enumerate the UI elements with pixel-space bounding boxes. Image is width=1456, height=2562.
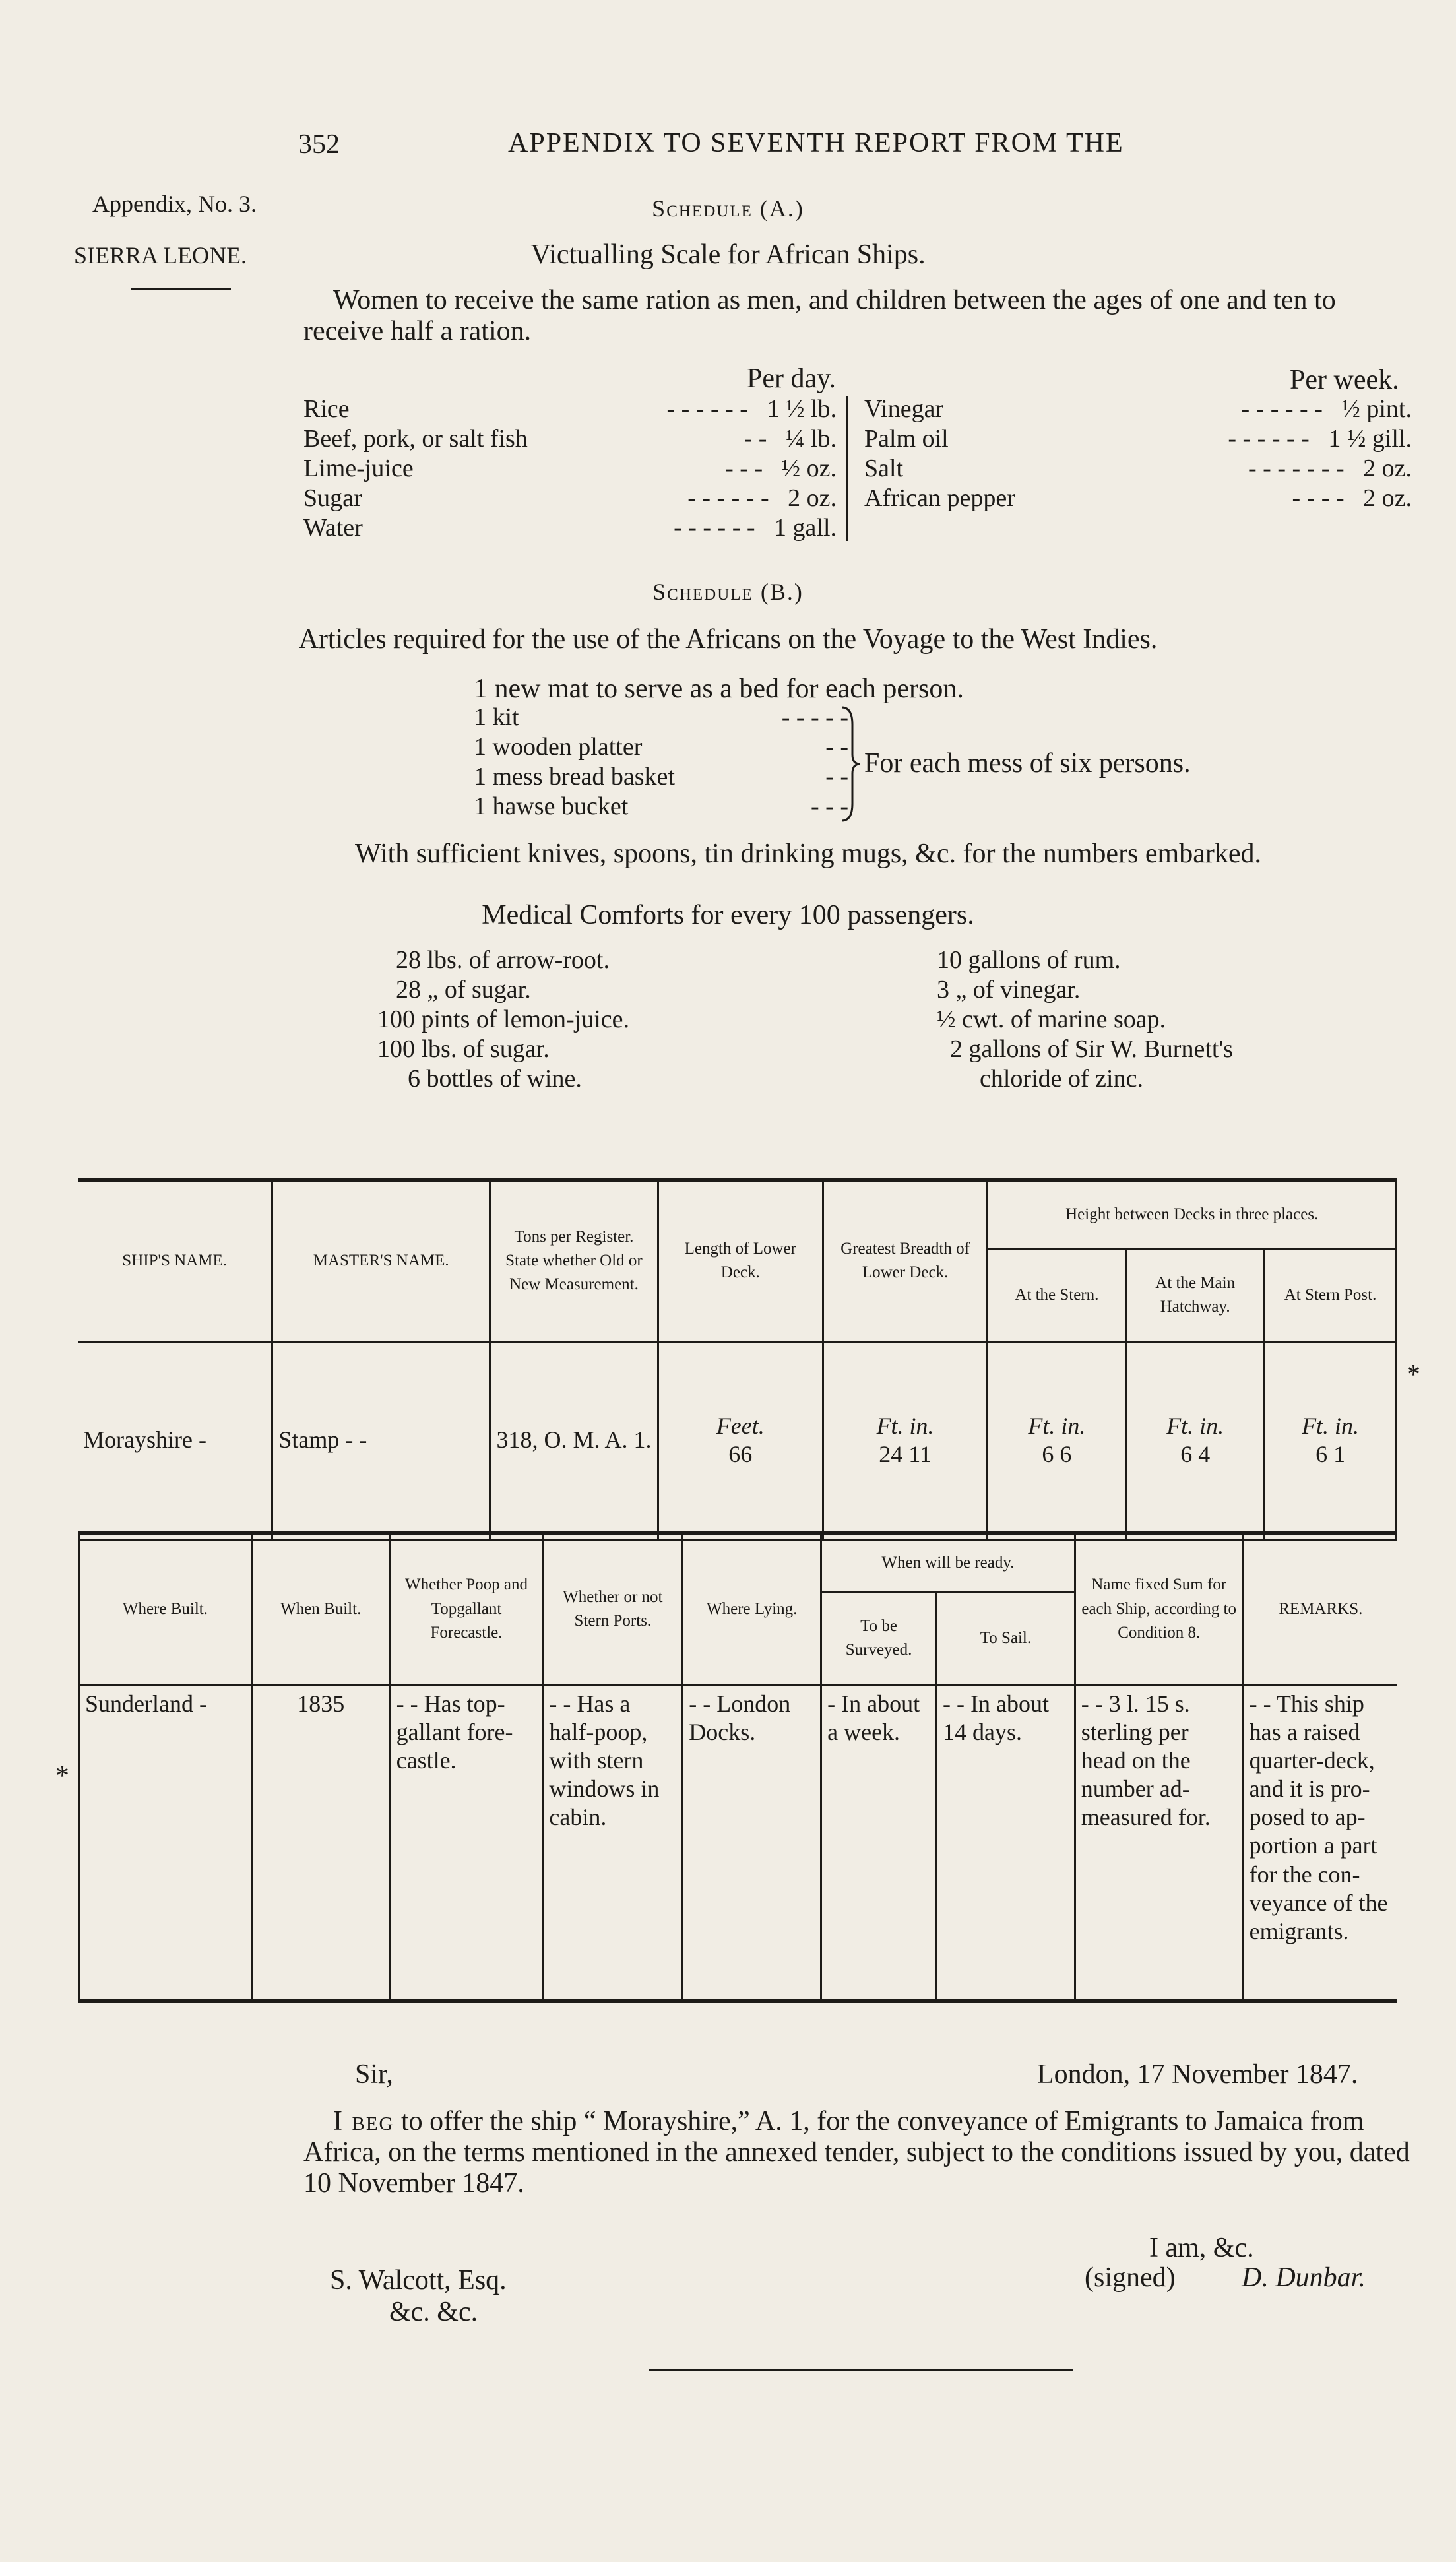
medical-title: Medical Comforts for every 100 passengers. [482, 900, 974, 930]
cell-remarks: - - This ship has a raised quarter-deck, and it is pro-posed to ap-portion a part for the con-veyance of the emigrants. [1243, 1684, 1397, 2001]
header-poop: Whether Poop and Topgallant Forecastle. [390, 1533, 543, 1684]
per-day-label: Per day. [747, 364, 836, 394]
letter-body-lead: I beg [333, 2106, 395, 2136]
cell-value: 24 11 [879, 1441, 932, 1467]
ration-qty: 2 oz. [788, 484, 837, 512]
row-asterisk: * [55, 1761, 69, 1791]
leader-dashes: - - - - - - [666, 395, 748, 423]
ship-dimensions-table [78, 1178, 1397, 1541]
cell-to-sail: - - In about 14 days. [937, 1684, 1075, 2001]
header-master-name: MASTER'S NAME. [272, 1180, 490, 1341]
letter-addressee: S. Walcott, Esq. [330, 2265, 507, 2295]
table-row [78, 1341, 1397, 1539]
letter-place-date: London, 17 November 1847. [1037, 2059, 1358, 2090]
medical-item: 10 gallons of rum. [937, 946, 1121, 974]
daily-ration-row [303, 395, 837, 424]
leader-dashes: - - - - - - [1241, 395, 1323, 423]
cell-tons: 318, O. M. A. 1. [490, 1341, 658, 1539]
per-week-label: Per week. [1290, 365, 1399, 395]
leader-dashes: - - [825, 763, 848, 790]
cell-when-built: 1835 [251, 1684, 390, 2001]
daily-ration-list [303, 395, 837, 543]
cell-value: 6 6 [1042, 1441, 1072, 1467]
header-when-built: When Built. [251, 1533, 390, 1684]
mess-note: For each mess of six persons. [864, 748, 1191, 779]
unit-label: Ft. in. [1302, 1412, 1360, 1439]
cell-master-name: Stamp - - [272, 1341, 490, 1539]
medical-item: chloride of zinc. [980, 1065, 1143, 1093]
cell-breadth [823, 1341, 988, 1539]
ration-note: Women to receive the same ration as men, and children between the ages of one and ten to receive half a ration. [303, 285, 1336, 346]
weekly-ration-row [864, 484, 1412, 513]
leader-dashes: - - - - - - [687, 484, 769, 512]
cell-value: 66 [728, 1441, 753, 1467]
daily-ration-row [303, 513, 837, 543]
mess-item [474, 703, 848, 732]
cell-value: 6 4 [1180, 1441, 1211, 1467]
brace-icon [838, 705, 864, 823]
ration-item: African pepper [864, 484, 1015, 512]
ration-item: Vinegar [864, 395, 944, 423]
daily-ration-row [303, 484, 837, 513]
header-length: Length of Lower Deck. [658, 1180, 823, 1341]
ration-item: Water [303, 514, 363, 542]
letter-addressee-etc: &c. &c. [389, 2297, 478, 2327]
ration-item: Sugar [303, 484, 362, 512]
mess-item [474, 792, 848, 821]
medical-item: 3 „ of vinegar. [937, 976, 1081, 1004]
medical-item: ½ cwt. of marine soap. [937, 1006, 1166, 1033]
cell-at-stern-post [1265, 1341, 1397, 1539]
page-header-title: APPENDIX TO SEVENTH REPORT FROM THE [508, 128, 1124, 158]
leader-dashes: - - - - - - [674, 514, 755, 542]
medical-left-list [377, 945, 630, 1094]
ration-qty: 1 gall. [774, 514, 837, 542]
mess-item-label: 1 wooden platter [474, 733, 643, 761]
header-fixed-sum: Name fixed Sum for each Ship, according to Condition 8. [1075, 1533, 1243, 1684]
sufficient-line: With sufficient knives, spoons, tin drinking mugs, &c. for the numbers embarked. [355, 839, 1261, 869]
unit-label: Ft. in. [876, 1412, 934, 1439]
weekly-ration-row [864, 395, 1412, 424]
medical-item: 100 lbs. of sugar. [377, 1035, 550, 1063]
header-where-built: Where Built. [79, 1533, 252, 1684]
leader-dashes: - - - - - [781, 703, 848, 731]
letter-closing: I am, &c. [1149, 2233, 1254, 2263]
mess-item [474, 762, 848, 792]
mess-item-label: 1 kit [474, 703, 519, 731]
header-ship-name: SHIP'S NAME. [78, 1180, 272, 1341]
letter-salutation: Sir, [355, 2059, 393, 2090]
letter-signature: D. Dunbar. [1242, 2262, 1366, 2293]
unit-label: Ft. in. [1028, 1412, 1086, 1439]
medical-item: 100 pints of lemon-juice. [377, 1006, 630, 1033]
ration-item: Rice [303, 395, 350, 423]
mess-item [474, 732, 848, 762]
leader-dashes: - - - [811, 792, 848, 820]
medical-item: 2 gallons of Sir W. Burnett's [950, 1035, 1234, 1063]
leader-dashes: - - [744, 425, 767, 453]
ration-qty: 1 ½ gill. [1328, 425, 1412, 453]
letter-body-text: to offer the ship “ Morayshire,” A. 1, for the conveyance of Emigrants to Jamaica from Africa, on the terms mentioned in the annexed tender, subject to the conditions issued by you, dated 10 November 1847. [303, 2106, 1410, 2198]
ration-qty: 1 ½ lb. [767, 395, 837, 423]
leader-dashes: - - - [725, 455, 763, 482]
cell-at-hatchway [1126, 1341, 1265, 1539]
weekly-ration-row [864, 454, 1412, 484]
medical-right-list [937, 945, 1233, 1094]
ration-qty: ½ pint. [1341, 395, 1412, 423]
leader-dashes: - - - - - - [1228, 425, 1310, 453]
margin-rule [131, 288, 231, 290]
cell-fixed-sum: - - 3 l. 15 s. sterling per head on the number ad-measured for. [1075, 1684, 1243, 2001]
ration-item: Beef, pork, or salt fish [303, 425, 528, 453]
ration-qty: ¼ lb. [785, 425, 837, 453]
cell-ship-name: Morayshire - [78, 1341, 272, 1539]
header-to-be-surveyed: To be Surveyed. [821, 1592, 937, 1684]
header-at-stern: At the Stern. [988, 1249, 1126, 1341]
ship-details-table [78, 1531, 1397, 2003]
schedule-b-title: Schedule (B.) [652, 579, 804, 605]
header-at-stern-post: At Stern Post. [1265, 1249, 1397, 1341]
cell-length [658, 1341, 823, 1539]
ration-qty: 2 oz. [1363, 484, 1412, 512]
cell-at-stern [988, 1341, 1126, 1539]
cell-where-built: Sunderland - [79, 1684, 252, 2001]
cell-value: 6 1 [1315, 1441, 1346, 1467]
cell-stern-ports: - - Has a half-poop, with stern windows in cabin. [543, 1684, 683, 2001]
cell-to-be-surveyed: - In about a week. [821, 1684, 937, 2001]
header-height-group: Height between Decks in three places. [988, 1180, 1397, 1249]
header-stern-ports: Whether or not Stern Ports. [543, 1533, 683, 1684]
ration-qty: ½ oz. [781, 455, 837, 482]
table-row [79, 1684, 1398, 2001]
unit-label: Ft. in. [1166, 1412, 1224, 1439]
schedule-b-subtitle: Articles required for the use of the Africans on the Voyage to the West Indies. [298, 624, 1158, 655]
medical-item: 6 bottles of wine. [408, 1065, 582, 1093]
mess-item-label: 1 mess bread basket [474, 763, 675, 790]
header-at-hatchway: At the Main Hatchway. [1126, 1249, 1265, 1341]
letter-signed: (signed) [1085, 2262, 1176, 2293]
medical-item: 28 lbs. of arrow-root. [396, 946, 610, 974]
margin-appendix-note: Appendix, No. 3. [92, 191, 257, 217]
unit-label: Feet. [716, 1412, 765, 1439]
mat-line: 1 new mat to serve as a bed for each person. [474, 674, 964, 704]
ration-item: Palm oil [864, 425, 949, 453]
header-breadth: Greatest Breadth of Lower Deck. [823, 1180, 988, 1341]
daily-ration-row [303, 424, 837, 454]
header-remarks: REMARKS. [1243, 1533, 1397, 1684]
header-tons: Tons per Register. State whether Old or New Measurement. [490, 1180, 658, 1341]
daily-ration-row [303, 454, 837, 484]
schedule-a-subtitle: Victualling Scale for African Ships. [530, 240, 926, 270]
mess-items-list [474, 703, 848, 821]
header-to-sail: To Sail. [937, 1592, 1075, 1684]
ration-qty: 2 oz. [1363, 455, 1412, 482]
leader-dashes: - - - - [1292, 484, 1345, 512]
header-where-lying: Where Lying. [683, 1533, 821, 1684]
cell-where-lying: - - London Docks. [683, 1684, 821, 2001]
continuation-asterisk: * [1407, 1360, 1420, 1390]
weekly-ration-row [864, 424, 1412, 454]
leader-dashes: - - - - - - - [1248, 455, 1345, 482]
closing-rule [649, 2369, 1073, 2371]
leader-dashes: - - [825, 733, 848, 761]
schedule-a-title: Schedule (A.) [652, 195, 804, 222]
margin-colony-note: SIERRA LEONE. [74, 242, 247, 269]
letter-body [303, 2106, 1418, 2199]
weekly-ration-list [864, 395, 1412, 513]
page-number: 352 [298, 129, 340, 160]
header-when-ready: When will be ready. [821, 1533, 1075, 1592]
ration-item: Lime-juice [303, 455, 414, 482]
cell-poop: - - Has top-gallant fore-castle. [390, 1684, 543, 2001]
ration-item: Salt [864, 455, 904, 482]
ration-divider [846, 396, 848, 541]
mess-item-label: 1 hawse bucket [474, 792, 629, 820]
medical-item: 28 „ of sugar. [396, 976, 531, 1004]
